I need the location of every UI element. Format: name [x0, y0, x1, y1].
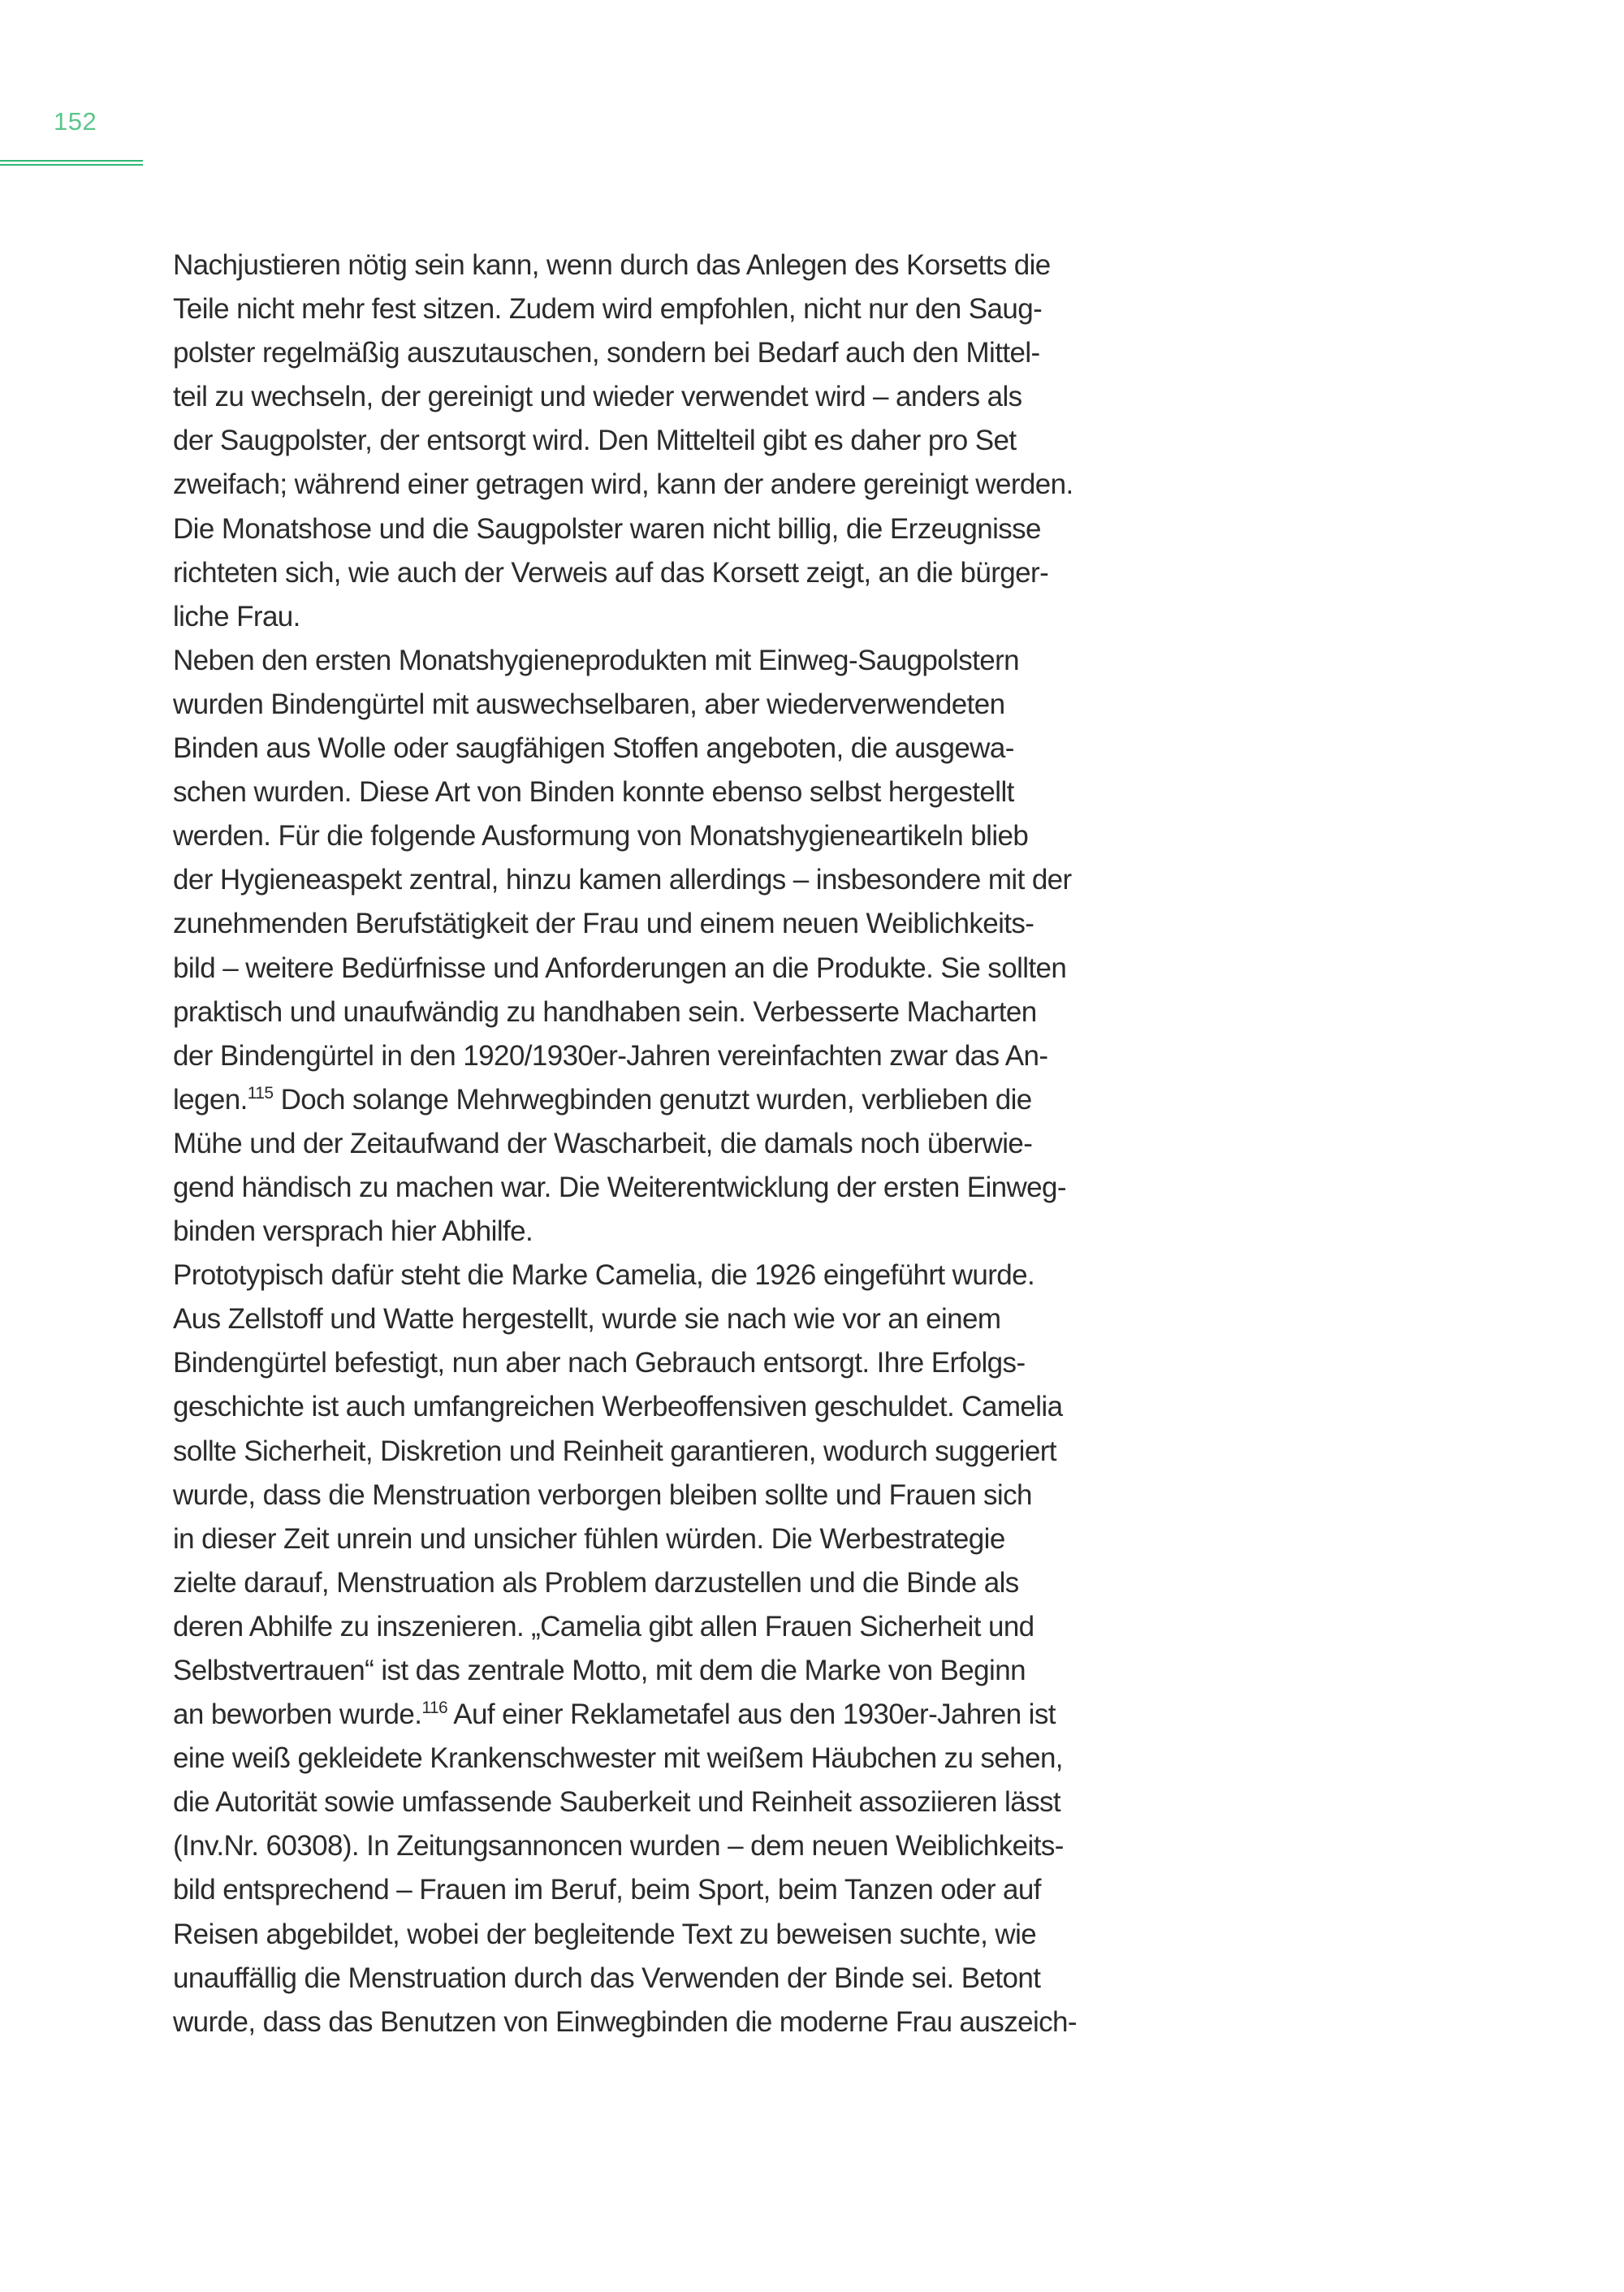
text-line: sollte Sicherheit, Diskretion und Reinheit garantieren, wodurch suggeriert: [173, 1435, 1056, 1467]
text-line: binden versprach hier Abhilfe.: [173, 1215, 533, 1248]
text-line: Binden aus Wolle oder saugfähigen Stoffen angeboten, die ausgewa-: [173, 732, 1014, 765]
text-line: Aus Zellstoff und Watte hergestellt, wurde sie nach wie vor an einem: [173, 1303, 1001, 1336]
text-line: (Inv.Nr. 60308). In Zeitungsannoncen wurden – dem neuen Weiblichkeits-: [173, 1830, 1064, 1863]
text-line: Neben den ersten Monatshygieneprodukten mit Einweg-Saugpolstern: [173, 644, 1020, 676]
text-line: werden. Für die folgende Ausformung von Monatshygieneartikeln blieb: [173, 820, 1029, 852]
text-line: der Hygieneaspekt zentral, hinzu kamen allerdings – insbesondere mit der: [173, 864, 1072, 896]
text-line: in dieser Zeit unrein und unsicher fühlen würden. Die Werbestrategie: [173, 1522, 1005, 1555]
header-rule: [0, 160, 143, 162]
text-line: wurden Bindengürtel mit auswechselbaren, aber wiederverwendeten: [173, 688, 1005, 720]
text-line: die Autorität sowie umfassende Sauberkeit und Reinheit assoziieren lässt: [173, 1786, 1061, 1819]
text-line: der Saugpolster, der entsorgt wird. Den Mittelteil gibt es daher pro Set: [173, 425, 1017, 457]
text-line: praktisch und unaufwändig zu handhaben sein. Verbesserte Macharten: [173, 995, 1037, 1028]
text-segment: Doch solange Mehrwegbinden genutzt wurden, verblieben die: [273, 1083, 1032, 1116]
text-line: Prototypisch dafür steht die Marke Camelia, die 1926 eingeführt wurde.: [173, 1259, 1035, 1292]
text-line: Bindengürtel befestigt, nun aber nach Gebrauch entsorgt. Ihre Erfolgs-: [173, 1347, 1026, 1379]
text-line: liche Frau.: [173, 600, 300, 632]
text-line: Die Monatshose und die Saugpolster waren nicht billig, die Erzeugnisse: [173, 512, 1041, 545]
text-line: Nachjustieren nötig sein kann, wenn durch das Anlegen des Korsetts die: [173, 249, 1051, 281]
text-line: richteten sich, wie auch der Verweis auf das Korsett zeigt, an die bürger-: [173, 556, 1049, 589]
text-line: unauffällig die Menstruation durch das Verwenden der Binde sei. Betont: [173, 1962, 1041, 1994]
text-line: zielte darauf, Menstruation als Problem darzustellen und die Binde als: [173, 1566, 1019, 1599]
text-line: der Bindengürtel in den 1920/1930er-Jahren vereinfachten zwar das An-: [173, 1039, 1048, 1072]
header-rule-secondary: [0, 164, 143, 166]
text-line: bild – weitere Bedürfnisse und Anforderungen an die Produkte. Sie sollten: [173, 952, 1067, 984]
text-line: teil zu wechseln, der gereinigt und wieder verwendet wird – anders als: [173, 381, 1022, 413]
text-line: deren Abhilfe zu inszenieren. „Camelia gibt allen Frauen Sicherheit und: [173, 1610, 1034, 1642]
page-number: 152: [54, 107, 97, 136]
text-line: schen wurden. Diese Art von Binden konnte ebenso selbst hergestellt: [173, 776, 1014, 809]
text-line: zunehmenden Berufstätigkeit der Frau und einem neuen Weiblichkeits-: [173, 908, 1034, 940]
text-line: polster regelmäßig auszutauschen, sondern bei Bedarf auch den Mittel-: [173, 337, 1040, 369]
text-line: Mühe und der Zeitaufwand der Wascharbeit, die damals noch überwie-: [173, 1127, 1033, 1159]
text-line: eine weiß gekleidete Krankenschwester mit weißem Häubchen zu sehen,: [173, 1742, 1063, 1775]
text-line: bild entsprechend – Frauen im Beruf, beim Sport, beim Tanzen oder auf: [173, 1874, 1041, 1906]
text-line: Reisen abgebildet, wobei der begleitende Text zu beweisen suchte, wie: [173, 1918, 1037, 1950]
text-line: wurde, dass das Benutzen von Einwegbinden die moderne Frau auszeich-: [173, 2005, 1077, 2038]
text-line: gend händisch zu machen war. Die Weiterentwicklung der ersten Einweg-: [173, 1171, 1066, 1203]
body-text: [173, 244, 1310, 2044]
text-line: Selbstvertrauen“ ist das zentrale Motto, mit dem die Marke von Beginn: [173, 1655, 1026, 1686]
footnote-reference: 116: [421, 1698, 448, 1718]
text-line: [173, 1078, 1310, 1122]
text-line: Teile nicht mehr fest sitzen. Zudem wird empfohlen, nicht nur den Saug-: [173, 293, 1043, 326]
text-segment: Auf einer Reklametafel aus den 1930er-Jahren ist: [447, 1698, 1056, 1731]
text-line: [173, 1693, 1310, 1737]
text-line: wurde, dass die Menstruation verborgen bleiben sollte und Frauen sich: [173, 1478, 1032, 1511]
text-segment: legen.: [173, 1083, 248, 1116]
text-segment: an beworben wurde.: [173, 1698, 422, 1731]
footnote-reference: 115: [247, 1083, 274, 1103]
text-line: zweifach; während einer getragen wird, kann der andere gereinigt werden.: [173, 468, 1073, 501]
text-line: geschichte ist auch umfangreichen Werbeoffensiven geschuldet. Camelia: [173, 1391, 1063, 1423]
